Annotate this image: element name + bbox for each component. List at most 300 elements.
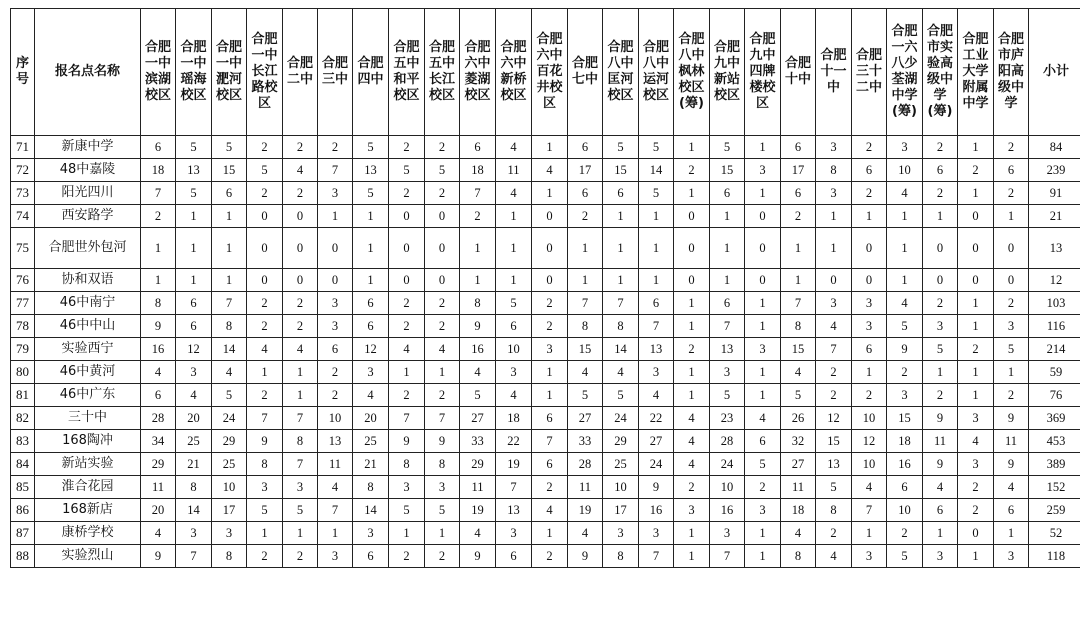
quota-cell: 3 [710,361,745,384]
quota-cell: 34 [141,430,176,453]
quota-cell: 0 [389,228,425,269]
quota-cell: 7 [496,476,532,499]
subtotal-cell: 214 [1029,338,1080,361]
quota-cell: 5 [212,384,247,407]
quota-cell: 18 [460,159,496,182]
quota-cell: 10 [710,476,745,499]
quota-cell: 5 [568,384,603,407]
column-header-label: 序号 [15,56,29,87]
quota-cell: 6 [212,182,247,205]
quota-cell: 1 [389,522,425,545]
quota-cell: 1 [710,269,745,292]
quota-cell: 12 [816,407,852,430]
quota-cell: 1 [887,269,923,292]
table-row [11,159,1080,182]
quota-cell: 1 [639,228,674,269]
row-number-cell: 83 [11,430,35,453]
column-header [1029,9,1080,136]
column-header-label: 合肥十一中 [820,48,847,95]
column-header-label: 合肥三中 [321,56,348,87]
quota-cell: 1 [568,228,603,269]
quota-cell: 2 [389,182,425,205]
quota-cell: 28 [710,430,745,453]
quota-cell: 2 [958,338,994,361]
quota-cell: 24 [212,407,247,430]
quota-cell: 6 [532,407,568,430]
quota-cell: 2 [389,384,425,407]
column-header-label: 合肥六中新桥校区 [500,40,527,103]
site-name-cell: 46中中山 [35,315,141,338]
quota-cell: 24 [603,407,639,430]
row-number-cell: 81 [11,384,35,407]
quota-cell: 5 [816,476,852,499]
quota-cell: 7 [425,407,460,430]
quota-cell: 8 [389,453,425,476]
quota-cell: 1 [923,361,958,384]
quota-cell: 7 [781,292,816,315]
quota-cell: 2 [283,315,318,338]
quota-cell: 2 [887,522,923,545]
site-name-cell: 46中黄河 [35,361,141,384]
quota-cell: 1 [176,269,212,292]
column-header-label: 合肥一中滨湖校区 [144,40,171,103]
quota-cell: 18 [887,430,923,453]
quota-cell: 6 [176,315,212,338]
quota-cell: 5 [710,384,745,407]
quota-cell: 29 [460,453,496,476]
quota-cell: 2 [781,205,816,228]
quota-cell: 1 [141,228,176,269]
quota-cell: 18 [496,407,532,430]
quota-cell: 4 [283,159,318,182]
table-body [11,136,1080,568]
subtotal-cell: 84 [1029,136,1080,159]
column-header [212,9,247,136]
quota-cell: 3 [816,136,852,159]
quota-cell: 7 [816,338,852,361]
quota-cell: 9 [923,453,958,476]
column-header-label: 合肥市实验高级中学(筹) [926,24,953,119]
quota-cell: 0 [745,269,781,292]
quota-cell: 0 [532,228,568,269]
quota-cell: 2 [852,136,887,159]
table-row [11,338,1080,361]
quota-cell: 28 [568,453,603,476]
quota-cell: 6 [141,384,176,407]
quota-cell: 1 [994,522,1029,545]
quota-cell: 4 [425,338,460,361]
quota-cell: 1 [710,228,745,269]
quota-cell: 1 [958,361,994,384]
site-name-cell: 168新店 [35,499,141,522]
column-header [247,9,283,136]
subtotal-cell: 239 [1029,159,1080,182]
quota-cell: 1 [745,315,781,338]
quota-cell: 16 [887,453,923,476]
column-header-label: 合肥七中 [571,56,598,87]
quota-cell: 1 [603,205,639,228]
quota-cell: 6 [745,430,781,453]
quota-cell: 14 [176,499,212,522]
column-header-label: 合肥三十二中 [855,48,882,95]
quota-cell: 6 [141,136,176,159]
quota-cell: 2 [852,182,887,205]
quota-cell: 15 [887,407,923,430]
quota-cell: 15 [568,338,603,361]
quota-cell: 13 [639,338,674,361]
quota-cell: 5 [603,384,639,407]
quota-cell: 1 [283,522,318,545]
quota-cell: 27 [460,407,496,430]
site-name-cell: 实验烈山 [35,545,141,568]
column-header-label: 合肥十中 [784,56,811,87]
quota-cell: 3 [745,159,781,182]
quota-cell: 11 [994,430,1029,453]
quota-cell: 2 [568,205,603,228]
quota-cell: 1 [887,205,923,228]
quota-cell: 7 [247,407,283,430]
quota-cell: 6 [887,476,923,499]
quota-cell: 2 [852,384,887,407]
quota-cell: 22 [496,430,532,453]
quota-cell: 0 [674,228,710,269]
quota-cell: 11 [141,476,176,499]
quota-cell: 15 [781,338,816,361]
quota-cell: 3 [887,136,923,159]
quota-cell: 1 [603,228,639,269]
quota-cell: 24 [710,453,745,476]
quota-cell: 5 [994,338,1029,361]
quota-cell: 8 [816,499,852,522]
quota-cell: 1 [710,205,745,228]
quota-cell: 1 [923,205,958,228]
quota-cell: 1 [460,269,496,292]
quota-cell: 2 [318,384,353,407]
quota-cell: 3 [639,361,674,384]
column-header-label: 合肥五中和平校区 [393,40,420,103]
quota-cell: 0 [674,205,710,228]
quota-cell: 3 [247,476,283,499]
quota-cell: 29 [212,430,247,453]
quota-cell: 16 [710,499,745,522]
quota-cell: 6 [353,315,389,338]
quota-cell: 1 [745,361,781,384]
quota-cell: 3 [994,315,1029,338]
quota-cell: 0 [247,228,283,269]
quota-cell: 6 [852,159,887,182]
quota-cell: 1 [674,522,710,545]
quota-cell: 9 [141,545,176,568]
quota-cell: 5 [212,136,247,159]
column-header [425,9,460,136]
quota-cell: 13 [496,499,532,522]
quota-cell: 3 [176,522,212,545]
quota-cell: 5 [639,136,674,159]
quota-cell: 5 [887,545,923,568]
quota-cell: 11 [496,159,532,182]
quota-cell: 1 [745,522,781,545]
quota-cell: 5 [247,159,283,182]
quota-cell: 1 [353,228,389,269]
quota-cell: 1 [745,384,781,407]
quota-cell: 10 [852,453,887,476]
quota-cell: 0 [389,269,425,292]
quota-cell: 2 [994,182,1029,205]
quota-cell: 4 [141,361,176,384]
quota-cell: 6 [923,499,958,522]
quota-cell: 0 [532,205,568,228]
quota-cell: 9 [639,476,674,499]
quota-cell: 0 [852,228,887,269]
quota-cell: 2 [141,205,176,228]
quota-cell: 3 [923,545,958,568]
quota-cell: 3 [958,407,994,430]
quota-cell: 0 [816,269,852,292]
quota-cell: 14 [639,159,674,182]
site-name-cell: 168陶冲 [35,430,141,453]
quota-cell: 1 [425,522,460,545]
column-header-label: 小计 [1042,64,1069,79]
quota-cell: 6 [639,292,674,315]
quota-cell: 2 [283,136,318,159]
table-row [11,476,1080,499]
quota-cell: 3 [745,499,781,522]
column-header-label: 合肥八中匡河校区 [607,40,634,103]
quota-cell: 2 [958,476,994,499]
column-header-label: 合肥六中菱湖校区 [464,40,491,103]
quota-cell: 4 [460,361,496,384]
quota-cell: 1 [176,205,212,228]
quota-cell: 9 [460,545,496,568]
column-header [11,9,35,136]
quota-cell: 13 [318,430,353,453]
quota-cell: 16 [141,338,176,361]
quota-cell: 0 [958,205,994,228]
quota-cell: 1 [781,228,816,269]
quota-cell: 1 [958,292,994,315]
table-row [11,269,1080,292]
column-header-label: 合肥八中枫林校区(筹) [678,32,705,111]
quota-cell: 4 [389,338,425,361]
quota-cell: 3 [603,522,639,545]
quota-cell: 8 [603,545,639,568]
quota-cell: 2 [958,159,994,182]
quota-cell: 1 [745,182,781,205]
quota-cell: 3 [389,476,425,499]
quota-cell: 7 [460,182,496,205]
quota-cell: 21 [353,453,389,476]
quota-cell: 7 [852,499,887,522]
column-header-label: 合肥市庐阳高级中学 [997,32,1024,111]
quota-cell: 4 [141,522,176,545]
subtotal-cell: 103 [1029,292,1080,315]
quota-cell: 1 [639,205,674,228]
quota-cell: 2 [532,315,568,338]
quota-cell: 8 [283,430,318,453]
quota-cell: 5 [425,499,460,522]
quota-cell: 0 [425,228,460,269]
quota-cell: 2 [283,292,318,315]
quota-cell: 11 [923,430,958,453]
quota-cell: 1 [141,269,176,292]
quota-cell: 18 [141,159,176,182]
quota-cell: 1 [247,522,283,545]
quota-cell: 8 [176,476,212,499]
quota-cell: 1 [496,228,532,269]
quota-cell: 10 [212,476,247,499]
quota-cell: 5 [923,338,958,361]
quota-cell: 2 [674,476,710,499]
quota-cell: 4 [674,453,710,476]
quota-cell: 25 [212,453,247,476]
quota-cell: 9 [994,407,1029,430]
enrollment-quota-table [10,8,1080,568]
quota-cell: 2 [389,315,425,338]
quota-cell: 3 [353,522,389,545]
column-header [710,9,745,136]
quota-cell: 2 [816,384,852,407]
quota-cell: 2 [532,545,568,568]
row-number-cell: 86 [11,499,35,522]
quota-cell: 15 [212,159,247,182]
quota-cell: 5 [496,292,532,315]
quota-cell: 29 [141,453,176,476]
site-name-cell: 新站实验 [35,453,141,476]
site-name-cell: 西安路学 [35,205,141,228]
quota-cell: 22 [639,407,674,430]
quota-cell: 5 [781,384,816,407]
quota-cell: 1 [674,361,710,384]
quota-cell: 2 [283,182,318,205]
quota-cell: 3 [816,292,852,315]
quota-cell: 4 [781,522,816,545]
quota-cell: 5 [176,182,212,205]
quota-cell: 1 [674,182,710,205]
column-header [923,9,958,136]
column-header [674,9,710,136]
column-header [852,9,887,136]
quota-cell: 3 [887,384,923,407]
quota-cell: 5 [425,159,460,182]
column-header [532,9,568,136]
quota-cell: 10 [887,159,923,182]
site-name-cell: 三十中 [35,407,141,430]
column-header [994,9,1029,136]
quota-cell: 2 [318,361,353,384]
quota-cell: 8 [212,315,247,338]
quota-cell: 7 [283,453,318,476]
quota-cell: 2 [247,545,283,568]
quota-cell: 1 [958,545,994,568]
quota-cell: 4 [460,522,496,545]
quota-cell: 7 [176,545,212,568]
quota-cell: 9 [247,430,283,453]
row-number-cell: 75 [11,228,35,269]
quota-cell: 2 [425,182,460,205]
quota-cell: 12 [176,338,212,361]
row-number-cell: 82 [11,407,35,430]
quota-cell: 0 [674,269,710,292]
quota-cell: 1 [212,228,247,269]
quota-cell: 9 [994,453,1029,476]
quota-cell: 4 [639,384,674,407]
quota-cell: 6 [353,292,389,315]
quota-cell: 1 [212,269,247,292]
quota-cell: 2 [389,545,425,568]
quota-cell: 6 [994,159,1029,182]
quota-cell: 6 [532,453,568,476]
quota-cell: 3 [674,499,710,522]
quota-cell: 24 [639,453,674,476]
quota-cell: 3 [816,182,852,205]
quota-cell: 0 [958,228,994,269]
quota-cell: 4 [496,384,532,407]
quota-cell: 1 [532,136,568,159]
quota-cell: 6 [781,182,816,205]
quota-cell: 9 [568,545,603,568]
quota-cell: 2 [389,292,425,315]
quota-cell: 4 [247,338,283,361]
quota-cell: 9 [460,315,496,338]
quota-cell: 4 [212,361,247,384]
quota-cell: 3 [710,522,745,545]
quota-cell: 2 [247,292,283,315]
quota-cell: 1 [816,205,852,228]
quota-cell: 5 [247,499,283,522]
quota-cell: 1 [283,384,318,407]
quota-cell: 9 [887,338,923,361]
quota-cell: 2 [923,384,958,407]
table-row [11,384,1080,407]
column-header-label: 合肥九中新站校区 [713,40,740,103]
site-name-cell: 淮合花园 [35,476,141,499]
quota-cell: 2 [425,545,460,568]
quota-cell: 6 [353,545,389,568]
quota-cell: 1 [958,182,994,205]
quota-cell: 25 [603,453,639,476]
quota-cell: 27 [639,430,674,453]
quota-cell: 0 [745,205,781,228]
quota-cell: 0 [283,269,318,292]
quota-cell: 3 [923,315,958,338]
quota-cell: 3 [318,182,353,205]
quota-cell: 1 [958,384,994,407]
quota-cell: 1 [283,361,318,384]
quota-cell: 7 [389,407,425,430]
subtotal-cell: 21 [1029,205,1080,228]
quota-cell: 14 [212,338,247,361]
site-name-cell: 实验西宁 [35,338,141,361]
column-header [781,9,816,136]
quota-cell: 33 [568,430,603,453]
quota-cell: 7 [639,315,674,338]
column-header [816,9,852,136]
quota-cell: 2 [923,136,958,159]
subtotal-cell: 76 [1029,384,1080,407]
column-header-label: 合肥一中长江路校区 [251,32,278,111]
quota-cell: 11 [568,476,603,499]
quota-cell: 2 [923,292,958,315]
quota-cell: 17 [603,499,639,522]
quota-cell: 1 [639,269,674,292]
quota-cell: 29 [603,430,639,453]
quota-cell: 2 [247,315,283,338]
quota-cell: 2 [887,361,923,384]
quota-cell: 3 [532,338,568,361]
column-header [496,9,532,136]
subtotal-cell: 12 [1029,269,1080,292]
column-header [958,9,994,136]
